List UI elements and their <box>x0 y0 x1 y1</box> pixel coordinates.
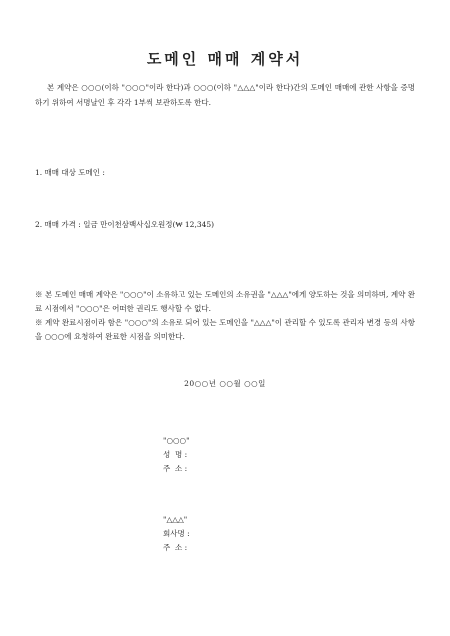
contract-date: 20○○년 ○○월 ○○일 <box>184 379 266 388</box>
item-price: 2. 매매 가격 : 일금 만이천삼백사십오원정(₩ 12,345) <box>35 220 215 229</box>
party-buyer-name: "△△△" <box>163 515 188 524</box>
party-seller-address-field: 주 소 : <box>163 464 188 473</box>
party-seller-name: "○○○" <box>163 436 190 445</box>
item-domain: 1. 매매 대상 도메인 : <box>35 168 105 177</box>
intro-paragraph: 본 계약은 ○○○(이하 "○○○"이라 한다)과 ○○○(이하 "△△△"이라 한다)간의 도메인 매매에 관한 사항을 증명하기 위하여 서명날인 후 각각 1부씩 보관하도록 한다. <box>35 83 415 107</box>
party-buyer <box>163 513 190 555</box>
party-seller-name-field: 성 명 : <box>163 450 188 459</box>
document-title: 도메인 매매 계약서 <box>146 50 304 68</box>
party-seller <box>163 434 190 476</box>
note-1: ※ 본 도메인 매매 계약은 "○○○"이 소유하고 있는 도메인의 소유권을 "△△△"에게 양도하는 것을 의미하며, 계약 완료 시점에서 "○○○"은 어떠한 권리도 행사할 수 없다. <box>35 290 415 313</box>
notes-section <box>35 288 415 344</box>
party-buyer-company-field: 회사명 : <box>163 529 190 538</box>
note-2: ※ 계약 완료시점이라 함은 "○○○"의 소유로 되어 있는 도메인을 "△△△"이 관리할 수 있도록 관리자 변경 등의 사항을 ○○○에 요청하여 완료한 시점을 의미한다. <box>35 318 415 341</box>
party-buyer-address-field: 주 소 : <box>163 543 188 552</box>
